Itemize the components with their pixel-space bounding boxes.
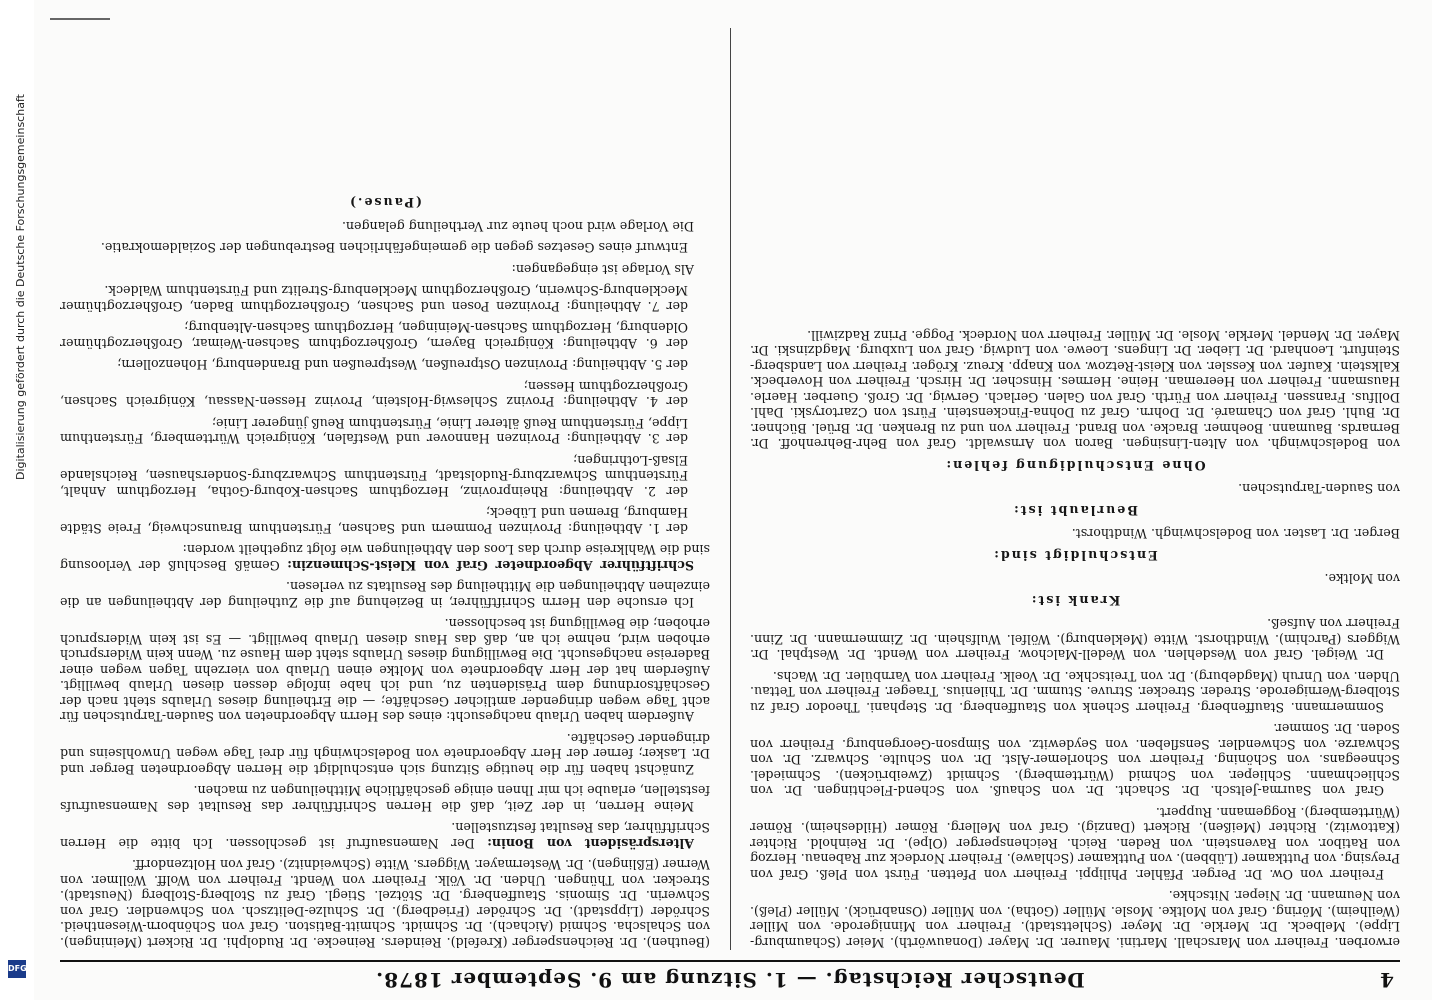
closing-text: Die Vorlage wird noch heute zur Vertheilung gelangen.: [341, 219, 694, 234]
closing-note: (Pause.): [348, 195, 422, 211]
division-item: der 3. Abtheilung: Provinzen Hannover und Westfalen, Königreich Württemberg, Fürstenthum Lippe, Fürstenthum Reuß älterer Linie, Fürstenthum Reuß jüngerer Linie;: [60, 416, 688, 447]
left-paragraph: Graf von Saurma-Jeltsch. Dr. Schacht. Dr. von Schauß. von Schend-Flechtingen. Dr. von Schliechmann. Schlieper. von Schmid (Württemberg). Schmidt (Zweibrücken). Schmiedel. Schneegans. von Schöning. Freiherr von Schorlemer-Alst. Dr. von Schulte. Schwarz. Dr. von Schwarze. von Schwendler. Sensfleben. von Seydewitz. von Simpson-Georgenburg. Freiherr von Soden. Dr. Sommer.: [750, 721, 1400, 799]
speech-paragraph: [60, 542, 710, 573]
vorlage-text: Entwurf eines Gesetzes gegen die gemeingefährlichen Bestrebungen der Sozialdemokratie.: [100, 240, 688, 256]
division-item: der 5. Abtheilung: Provinzen Ostpreußen, Westpreußen und Brandenburg, Hohenzollern;: [117, 357, 688, 373]
page-number: 4: [1380, 968, 1394, 992]
krank-text: von Moltke.: [1324, 571, 1400, 587]
rotated-page-content: [60, 18, 1400, 998]
right-paragraph: (Beuthen). Dr. Reichensperger (Krefeld). Reinders. Reinecke. Dr. Rudolphi. Dr. Rickert (Meiningen). von Schalscha. Schmid (Aichach). Dr. Schmidt. Schmitt-Batiston. Graf von Schönborn-Wiesentheid. Schröder (Lippstadt). Dr. Schröder (Friedberg). Dr. Schulze-Delitzsch. von Schwendler. Graf von Schwerin. Dr. Simonis. Stauffenberg. Dr. Stötzel. Stiegl. Graf zu Stolberg-Stolberg (Neustadt). Strecker. von Thüngen. Uhden. Dr. Völk. Freiherr von Wendt. Freiherr von Wolff. Wöllmer. von Werner (Eßlingen). Dr. Westermayer. Wiggers. Witte (Schweidnitz). Graf von Holtzendorff.: [60, 857, 710, 950]
speech-text: Der Namensaufruf ist geschlossen. Ich bitte die Herren Schriftführer, das Resultat festzustellen.: [60, 820, 710, 851]
right-column: [60, 28, 710, 950]
beurlaubt-text: von Sauden-Tarputschen.: [1238, 481, 1400, 497]
ohne-text: von Bodelschwingh. von Alten-Linsingen. Baron von Arnswaldt. Graf von Behr-Behrenhoff. Dr. Bernards. Baumann. Boehmer. Bracke. von Brand. Freiherr von und zu Brenken. Dr. Brüel. Büchner. Dr. Buhl. Graf von Chamaré. Dr. Dohrn. Graf zu Dohna-Finckenstein. Fürst von Czartoryski. Dahl. Dollfus. Franssen. Freiherr von Fürth. Graf von Galen. Gerlach. Gerwig. Dr. Groß. Guerber. Haerle. Hausmann. Freiherr von Heereman. Heine. Hermes. Hinscher. Dr. Hirsch. Freiherr von Hoverbeck. Kalkstein. Kaufer. von Kessler. von Kleist-Retzow. von Knapp. Kreuz. Kröger. Freiherr von Landsberg-Steinfurt. Leonhard. Dr. Lieber. Dr. Lingens. Loewe. von Ludwig. Graf von Luxburg. Magdzinski. Dr. Mayer. Dr. Mendel. Merkle. Mosle. Dr. Müller. Freiherr von Nordeck. Pogge. Prinz Radziwill.: [750, 328, 1400, 452]
digitization-note: Digitalisierung gefördert durch die Deutsche Forschungsgemeinschaft: [14, 94, 27, 480]
division-item: der 7. Abtheilung: Provinzen Posen und Sachsen, Großherzogthum Baden, Großherzogthümer Mecklenburg-Schwerin, Großherzogthum Mecklenburg-Strelitz und Fürstenthum Waldeck.: [60, 283, 688, 314]
division-item: der 1. Abtheilung: Provinzen Pommern und Sachsen, Fürstenthum Braunschweig, Freie Städte Hamburg, Bremen und Lübeck;: [60, 505, 688, 536]
division-item: der 4. Abtheilung: Provinz Schleswig-Holstein, Provinz Hessen-Nassau, Königreich Sachsen, Großherzogthum Hessen;: [60, 379, 688, 410]
left-paragraph: Dr. Weigel. Graf von Wesdehlen. von Wedell-Malchow. Freiherr von Wendt. Dr. Westphal. Dr. Wiggers (Parchim). Windthorst. Witte (Meklenburg). Wölfel. Wulfshein. Dr. Zimmermann. Dr. Zinn. Freiherr von Aufseß.: [750, 616, 1400, 663]
division-item: der 2. Abtheilung: Rheinprovinz, Herzogthum Sachsen-Koburg-Gotha, Herzogthum Anhalt, Fürstenthum Schwarzburg-Rudolstadt, Fürstenthum Schwarzburg-Sondershausen, Reichslande Elsaß-Lothringen;: [60, 453, 688, 499]
speech-paragraph: Zunächst haben für die heutige Sitzung sich entschuldigt die Herren Abgeordneten Berger und Dr. Lasker; ferner der Herr Abgeordnete von Bodelschwingh für drei Tage wegen Unwohlseins und dringender Geschäfte.: [60, 731, 710, 777]
krank-heading: Krank ist:: [1029, 593, 1121, 608]
left-paragraph: Sommermann. Stauffenberg. Freiherr Schenk von Stauffenberg. Dr. Stephani. Theodor Graf zu Stolberg-Wernigerode. Streder. Strecker. Struve. Stumm. Dr. Thilenius. Traeger. Freiherr von Tettau. Uhden. von Unruh (Magdeburg). Dr. von Treitschke. Dr. Voelk. Freiherr von Varnbüler. Dr. Wachs.: [750, 669, 1400, 715]
speaker-name: Schriftführer Abgeordneter Graf von Kleist-Schmenzin:: [287, 558, 694, 573]
digitization-footer: [0, 0, 34, 1000]
division-list: [60, 283, 710, 536]
entschuldigt-text: Berger. Dr. Laster. von Bodelschwingh. Windthorst.: [1071, 526, 1400, 542]
scan-edge-mark: [50, 18, 110, 20]
beurlaubt-heading: Beurlaubt ist:: [1012, 503, 1138, 518]
speaker-name: Alterspräsident von Bonin:: [487, 836, 694, 851]
vorlage-intro: Als Vorlage ist eingegangen:: [511, 262, 694, 277]
speech-paragraph: [60, 820, 710, 851]
column-rule: [730, 28, 731, 950]
page-header: [60, 960, 1400, 998]
speech-paragraph: Außerdem haben Urlaub nachgesucht: eines des Herrn Abgeordneten von Sauden-Tarputschen für acht Tage wegen dringender amtlicher Geschäfte; — die Ertheilung dieses Urlaubs steht nach der Geschäftsordnung dem Präsidenten zu, und ich habe infolge dessen diesen Urlaub bewilligt. Außerdem hat der Herr Abgeordnete von Moltke einen Urlaub von vierzehn Tagen wegen einer Badereise nachgesucht. Die Bewilligung dieses Urlaubs steht dem Hause zu. Wenn kein Widerspruch erhoben wird, nehme ich an, daß das Haus diesen Urlaub bewilligt. — Es ist kein Widerspruch erhoben; die Bewilligung ist beschlossen.: [60, 616, 710, 725]
running-head: Deutscher Reichstag. — 1. Sitzung am 9. September 1878.: [375, 968, 1085, 992]
dfg-logo: DFG: [8, 960, 26, 978]
left-column: [750, 28, 1400, 950]
speech-text: Gemäß Beschluß der Verloosung sind die Wahlkreise durch das Loos den Abtheilungen wie folgt zugetheilt worden:: [60, 542, 710, 573]
speech-paragraph: Meine Herren, in der Zeit, daß die Herren Schriftführer das Resultat des Namensaufrufs feststellen, erlaube ich mir Ihnen einige geschäftliche Mittheilungen zu machen.: [60, 783, 710, 814]
entschuldigt-heading: Entschuldigt sind:: [992, 548, 1158, 563]
division-item: der 6. Abtheilung: Königreich Bayern, Großherzogthum Sachsen-Weimar, Großherzogthümer Oldenburg, Herzogthum Sachsen-Meiningen, Herzogthum Sachsen-Altenburg;: [60, 320, 688, 351]
ohne-heading: Ohne Entschuldigung fehlen:: [944, 458, 1206, 473]
left-paragraph: Freiherr von Ow. Dr. Perger. Pfähler. Philippi. Freiherr von Pfetten. Fürst von Pleß. Graf von Preysing. von Puttkamer (Lübben). von Puttkamer (Schlawe). Freiherr Nordeck zur Rabenau. Herzog von Ratibor. von Ravenstein. von Reden. Reich. Reichensperger (Olpe). Dr. Reinhold. Richter (Kattowitz). Richter (Meißen). Rickert (Danzig). Graf von Mellerg. Römer (Hildesheim). Römer (Württemberg). Roggemann. Ruppert.: [750, 805, 1400, 882]
speech-paragraph: Ich ersuche den Herrn Schriftführer, in Beziehung auf die Zutheilung der Abtheilungen an die einzelnen Abtheilungen die Mittheilung des Resultats zu verlesen.: [60, 579, 710, 610]
attendance-list: [750, 616, 1400, 950]
left-paragraph: erworben. Freiherr von Marschall. Martini. Maurer. Dr. Mayer (Donauwörth). Meier (Schaumburg-Lippe). Melbeck. Dr. Merkle. Dr. Meyer (Schlettstadt). Freiherr von Minnigerode. von Miller (Weilheim). Möring. Graf von Moltke. Mosle. Müller (Gotha). von Müller (Osnabrück). Müller (Pleß). von Neumann. Dr. Nieper. Nitschke.: [750, 888, 1400, 950]
